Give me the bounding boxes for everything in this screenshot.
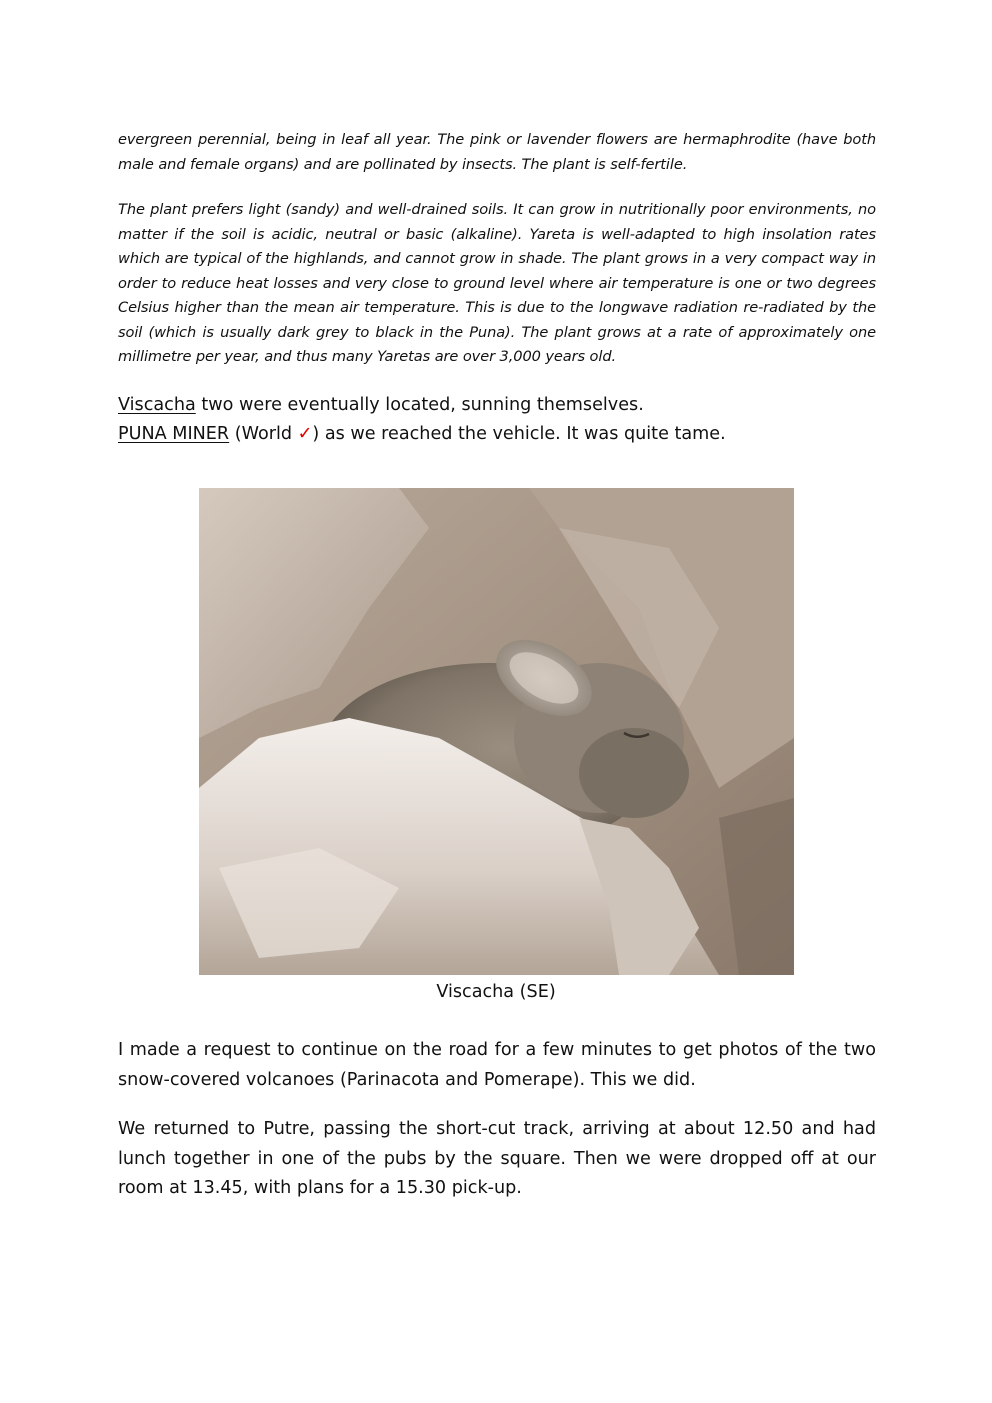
paragraph-volcanoes: I made a request to continue on the road for a few minutes to get photos of the two snow-covered volcanoes (Parinacota and Pomerape). This we did. [118, 1040, 876, 1090]
sighting-puna-miner [118, 420, 726, 449]
checkmark-icon: ✓ [297, 424, 313, 444]
viscacha-photo [199, 488, 794, 975]
sighting-viscacha [118, 391, 644, 420]
sighting-viscacha-text: two were eventually located, sunning themselves. [195, 395, 644, 415]
paragraph-yareta-flowers: evergreen perennial, being in leaf all year. The pink or lavender flowers are hermaphrodite (have both male and female organs) and are pollinated by insects. The plant is self-fertile. [118, 131, 876, 173]
species-name-viscacha: Viscacha [118, 395, 196, 415]
paragraph-return-putre: We returned to Putre, passing the short-cut track, arriving at about 12.50 and had lunch together in one of the pubs by the square. Then we were dropped off at our room at 13.45, with plans for a 15.30 pick-up. [118, 1119, 876, 1199]
viscacha-photo-illustration [199, 488, 794, 975]
photo-caption: Viscacha (SE) [436, 982, 556, 1002]
sighting-puna-miner-text-after: ) as we reached the vehicle. It was quite tame. [312, 424, 726, 444]
sighting-puna-miner-text-before: (World [229, 424, 298, 444]
species-name-puna-miner: PUNA MINER [118, 424, 230, 444]
paragraph-yareta-habitat: The plant prefers light (sandy) and well-drained soils. It can grow in nutritionally poor environments, no matter if the soil is acidic, neutral or basic (alkaline). Yareta is well-adapted to high insolation rates which are typical of the highlands, and cannot grow in shade. The plant grows in a very compact way in order to reduce heat losses and very close to ground level where air temperature is one or two degrees Celsius higher than the mean air temperature. This is due to the longwave radiation re-radiated by the soil (which is usually dark grey to black in the Puna). The plant grows at a rate of approximately one millimetre per year, and thus many Yaretas are over 3,000 years old. [118, 201, 876, 365]
